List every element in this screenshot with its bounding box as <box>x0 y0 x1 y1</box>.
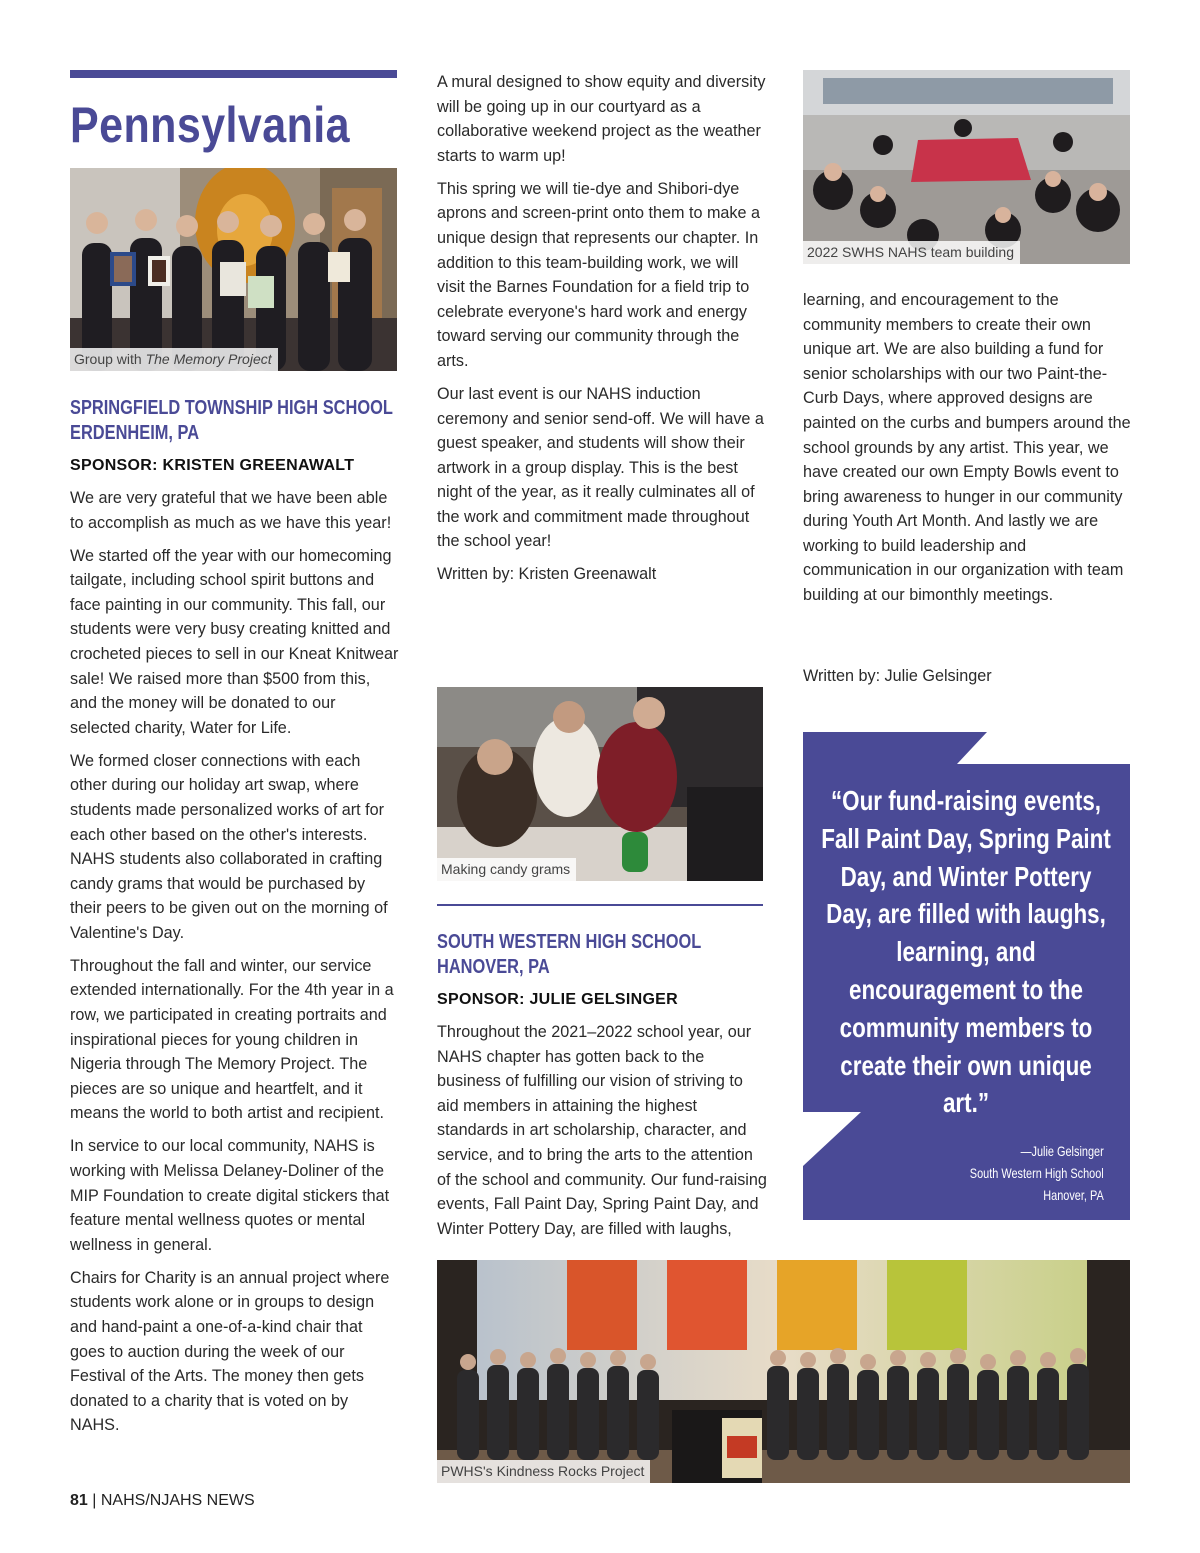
springfield-body-col1 <box>70 486 400 1438</box>
attribution-name: —Julie Gelsinger <box>1020 1143 1104 1159</box>
attribution-place: Hanover, PA <box>1043 1187 1104 1203</box>
title-rule <box>70 70 397 78</box>
paragraph: Throughout the 2021–2022 school year, our NAHS chapter has gotten back to the business of fulfilling our vision of striving to aid members in attaining the highest standards in art scholarship, character, and service, and to bring the arts to the attention of the school and community. Our fund-raising events, Fall Paint Day, Spring Paint Day, and Winter Pottery Day, are filled with laughs, <box>437 1023 767 1238</box>
paragraph: Chairs for Charity is an annual project where students work alone or in groups to design and hand-paint a one-of-a-kind chair that goes to auction during the week of our Festival of the Arts. The money then gets donated to a charity that is voted on by NAHS. <box>70 1268 390 1435</box>
page-number: 81 <box>70 1492 88 1509</box>
paragraph: A mural designed to show equity and diversity will be going up in our courtyard as a collaborative weekend project as the weather starts to warm up! <box>437 73 766 165</box>
page-title: Pennsylvania <box>70 97 351 153</box>
memory-project-photo <box>70 168 397 371</box>
candy-grams-caption: Making candy grams <box>437 858 576 881</box>
page-footer <box>70 1492 255 1510</box>
springfield-body-col2 <box>437 70 767 595</box>
southwestern-school-name: SOUTH WESTERN HIGH SCHOOL <box>437 931 702 953</box>
team-building-photo <box>803 70 1130 264</box>
southwestern-sponsor: SPONSOR: JULIE GELSINGER <box>437 991 679 1008</box>
paragraph: Our last event is our NAHS induction ceremony and senior send-off. We will have a guest speaker, and students will show their artwork in a group display. This is the best night of the year, as it really culminates all of the work and commitment made throughout the school year! <box>437 384 764 551</box>
kindness-rocks-caption: PWHS's Kindness Rocks Project <box>437 1460 650 1483</box>
publication-name: NAHS/NJAHS NEWS <box>100 1492 255 1509</box>
candy-grams-photo <box>437 687 763 881</box>
paragraph-continued: learning, and encouragement to the community members to create their own unique art. We are also building a fund for senior scholarships with our two Paint-the-Curb Days, where approved designs are painted on the curbs and bumpers around the school grounds by any artist. This year, we have created our own Empty Bowls event to bring awareness to hunger in our community during Youth Art Month. And lastly we are working to build leadership and communication in our organization with team building at our bimonthly meetings. <box>803 290 1131 605</box>
paragraph: In service to our local community, NAHS is working with Melissa Delaney-Doliner of the MIP Foundation to create digital stickers that feature mental wellness quotes or mental wellness in general. <box>70 1137 390 1254</box>
pull-quote-attribution <box>932 1140 1104 1206</box>
attribution-school: South Western High School <box>970 1165 1104 1181</box>
written-by: Written by: Julie Gelsinger <box>803 667 992 685</box>
paragraph: We are very grateful that we have been able to accomplish as much as we have this year! <box>70 489 392 532</box>
paragraph: We formed closer connections with each other during our holiday art swap, where students made personalized works of art for each other based on the other's interests. NAHS students also collaborated in crafting candy grams that would be purchased by their peers to be given out on the morning of Valentine's Day. <box>70 751 388 942</box>
springfield-school-name: SPRINGFIELD TOWNSHIP HIGH SCHOOL <box>70 397 393 419</box>
southwestern-body-col2 <box>437 1020 767 1242</box>
springfield-heading <box>70 396 464 446</box>
memory-project-caption: Group with The Memory Project <box>70 348 278 371</box>
paragraph: We started off the year with our homecoming tailgate, including school spirit buttons and face painting in our community. This fall, our students were very busy creating knitted and crocheted pieces to sell in our Kneat Knitwear sale! We raised more than $500 from this, and the money will be donated to our selected charity, Water for Life. <box>70 546 399 737</box>
southwestern-written-by <box>803 664 1133 697</box>
pull-quote-text: “Our fund-raising events, Fall Paint Day, Spring Paint Day, and Winter Pottery Day, are filled with laughs, learning, and encouragement to the community members to create their own unique art.” <box>821 785 1111 1119</box>
paragraph: Throughout the fall and winter, our service extended internationally. For the 4th year in a row, we participated in creating portraits and inspirational pieces for young children in Nigeria through The Memory Project. The pieces are so unique and heartfelt, and it means the world to both artist and recipient. <box>70 956 394 1123</box>
southwestern-heading <box>437 930 759 980</box>
springfield-sponsor: SPONSOR: KRISTEN GREENAWALT <box>70 457 355 474</box>
paragraph: This spring we will tie-dye and Shibori-dye aprons and screen-print onto them to make a unique design that represents our chapter. In addition to this team-building work, we will visit the Barnes Foundation for a field trip to celebrate everyone's hard work and energy toward serving our community through the arts. <box>437 179 761 370</box>
southwestern-body-col3 <box>803 288 1133 658</box>
pull-quote <box>803 732 1130 1220</box>
section-divider <box>437 904 763 906</box>
footer-separator: | <box>92 1492 97 1509</box>
southwestern-school-location: HANOVER, PA <box>437 956 550 978</box>
team-building-caption: 2022 SWHS NAHS team building <box>803 241 1020 264</box>
kindness-rocks-photo <box>437 1260 1130 1483</box>
springfield-school-location: ERDENHEIM, PA <box>70 422 200 444</box>
written-by: Written by: Kristen Greenawalt <box>437 565 657 584</box>
